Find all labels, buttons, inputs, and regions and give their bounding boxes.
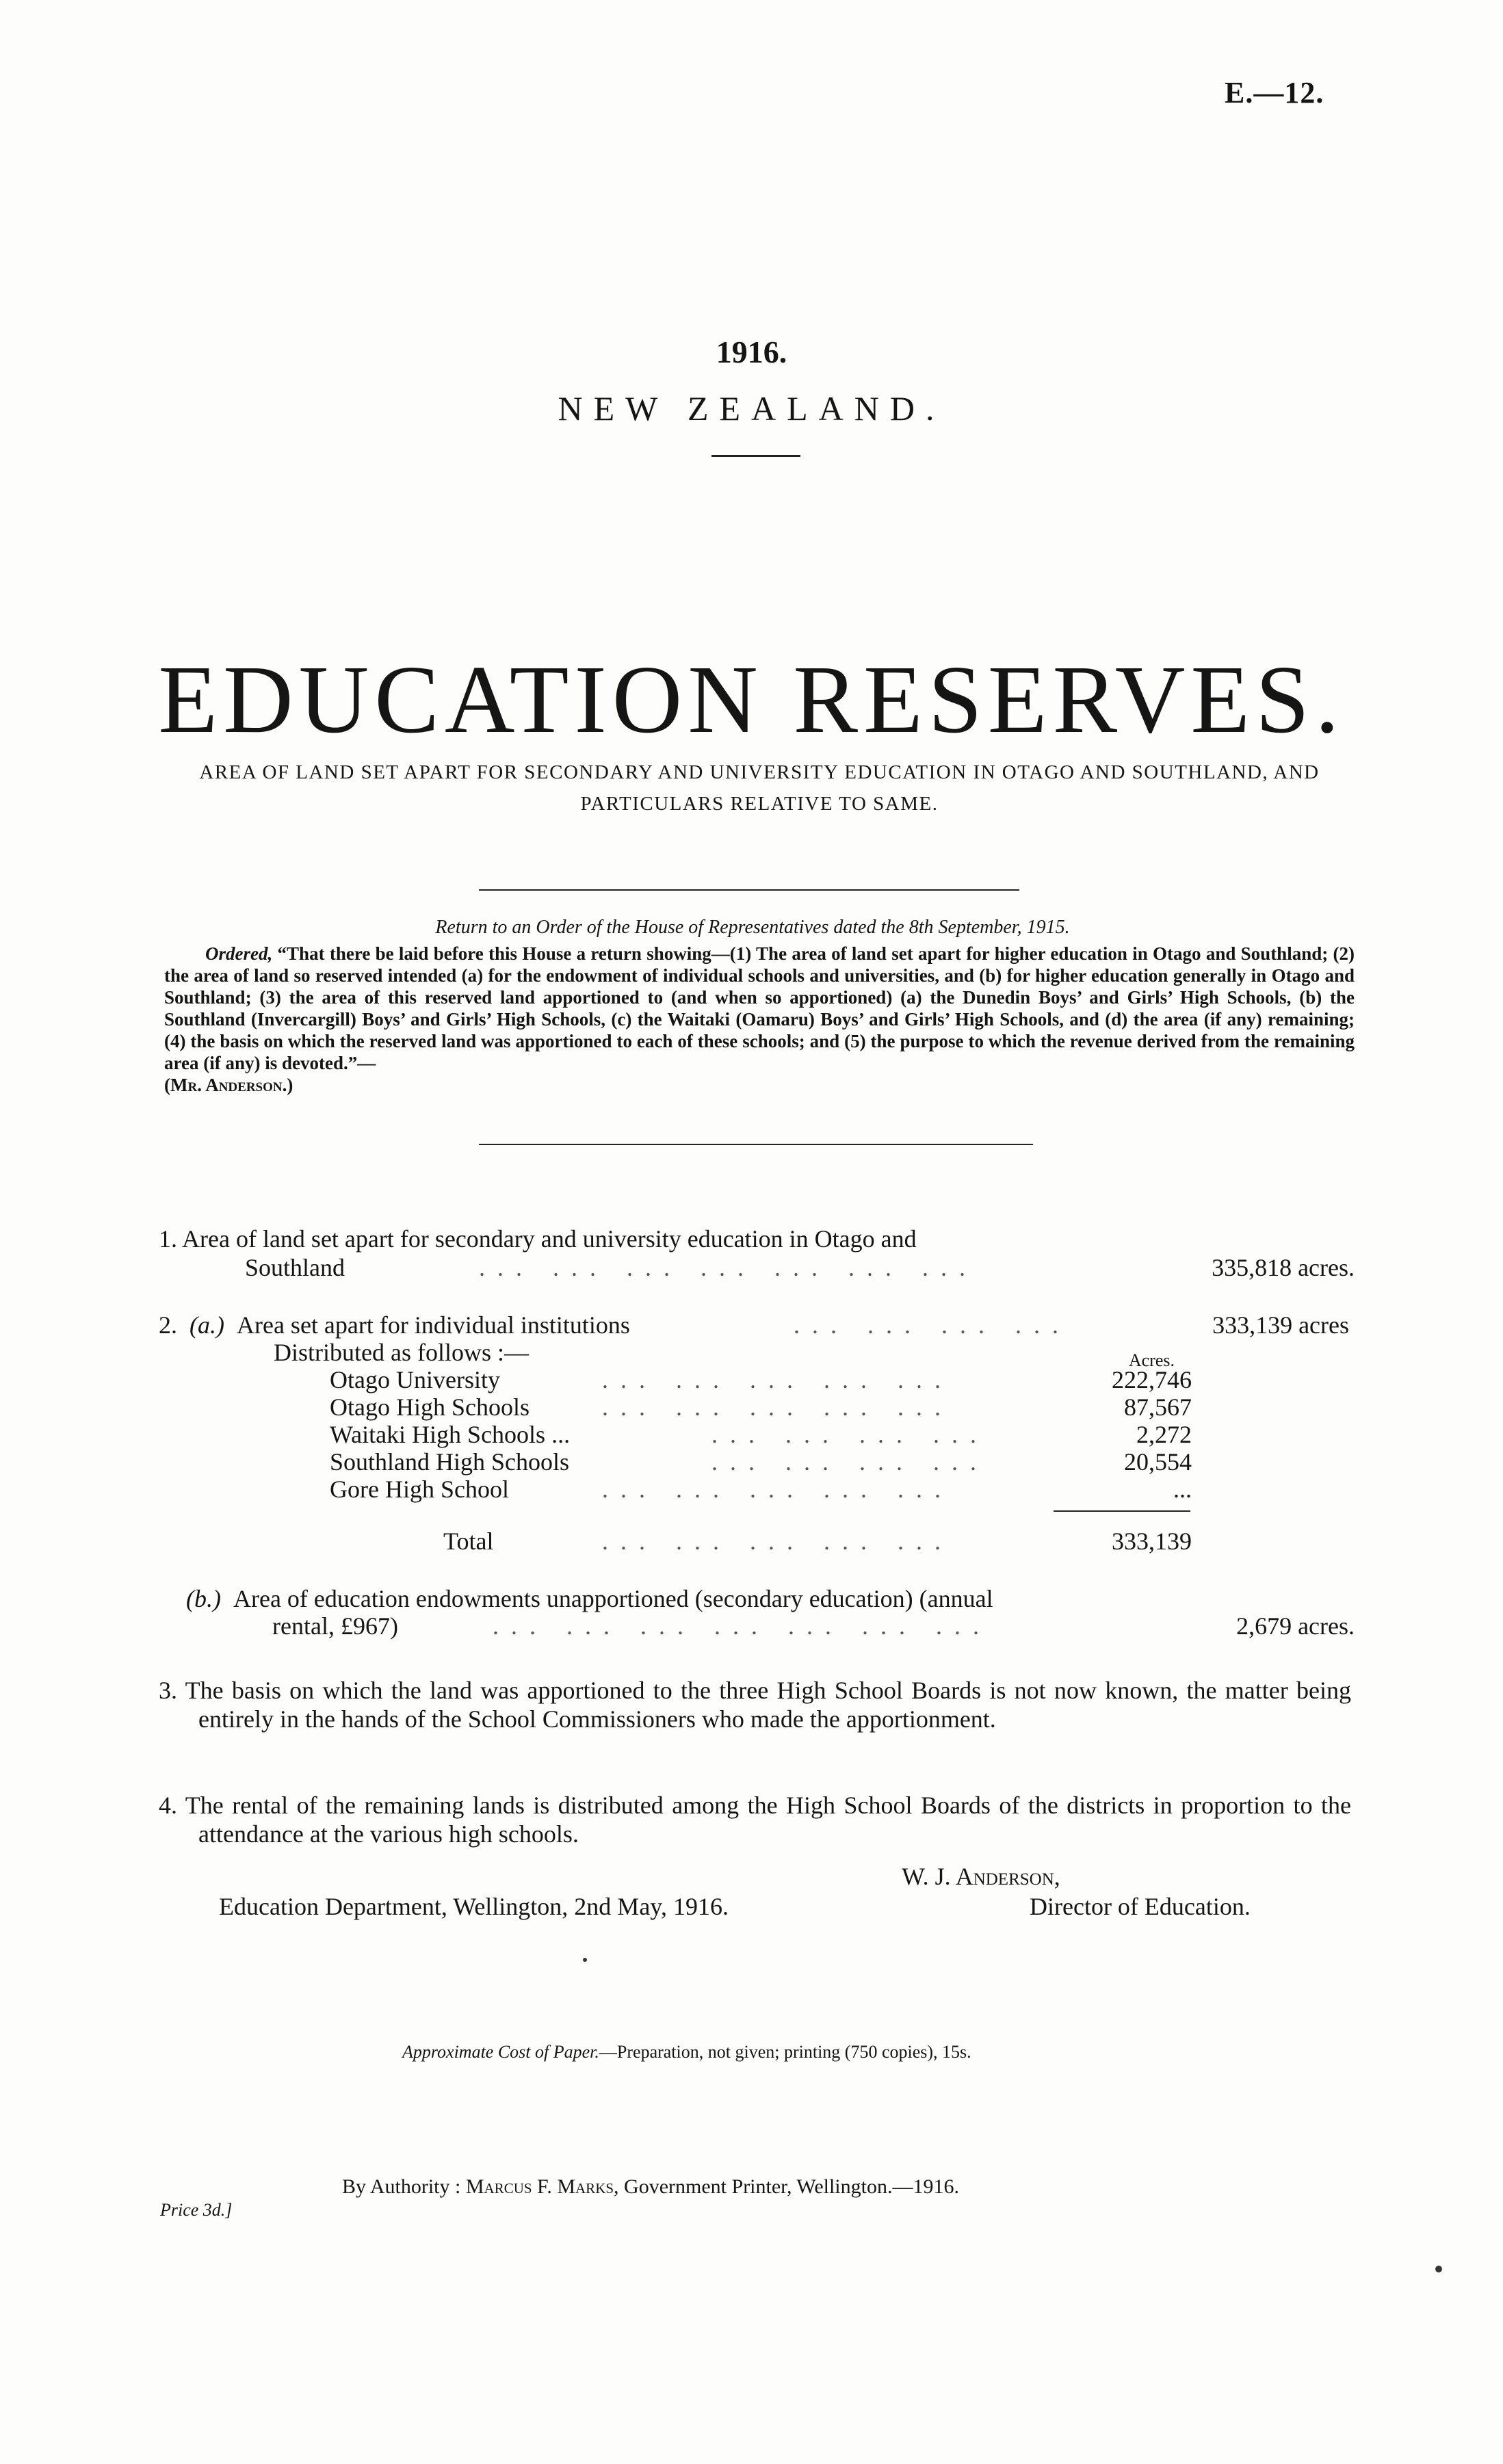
cost-text: —Preparation, not given; printing (750 copies), 15s.: [599, 2042, 971, 2062]
total-value: 333,139: [1112, 1528, 1192, 1555]
item-name: Otago University: [330, 1366, 500, 1393]
country: NEW ZEALAND.: [558, 389, 945, 428]
printer-line: [342, 2175, 959, 2199]
section-number: 4.: [159, 1792, 177, 1819]
section-4: [159, 1791, 1351, 1848]
section-2a-value: 333,139 acres: [1212, 1311, 1349, 1339]
leader-dots: ... ... ... ... ...: [602, 1366, 953, 1393]
signature-role: Director of Education.: [1030, 1893, 1251, 1920]
section-1-line2: [245, 1253, 345, 1282]
item-name: Otago High Schools: [330, 1393, 530, 1421]
section-2b-value: 2,679 acres.: [1236, 1612, 1355, 1640]
document-reference: E.—12.: [1225, 76, 1324, 109]
section-4-text: The rental of the remaining lands is distributed among the High School Boards of the districts in proportion to the attendance at the various high schools.: [185, 1792, 1351, 1848]
section-3-text: The basis on which the land was apportioned to the three High School Boards is not now known, the matter being entirely in the hands of the School Commissioners who made the apportionment.: [185, 1677, 1351, 1733]
section-3: [159, 1676, 1351, 1733]
year: 1916.: [716, 335, 787, 369]
item-name: Gore High School: [330, 1476, 509, 1503]
ordered-label: Ordered,: [205, 943, 273, 964]
divider: [479, 1144, 1033, 1145]
subtitle: AREA OF LAND SET APART FOR SECONDARY AND UNIVERSITY EDUCATION IN OTAGO AND SOUTHLAND, AND PARTICULARS RELATIVE TO SAME.: [199, 761, 1320, 815]
divider: [479, 889, 1019, 891]
signature-place-date: Education Department, Wellington, 2nd May, 1916.: [219, 1893, 729, 1920]
leader-dots: ... ... ... ... ...: [602, 1476, 953, 1503]
leader-dots: ... ... ... ...: [794, 1311, 1071, 1339]
authority-label: By Authority :: [342, 2175, 461, 2198]
total-label: Total: [443, 1528, 494, 1555]
section-2b-label: rental, £967): [272, 1612, 398, 1640]
total-rule: [1054, 1510, 1190, 1512]
section-number: 2.: [159, 1311, 177, 1339]
leader-dots: ... ... ... ... ...: [602, 1393, 953, 1421]
subsection-label: (a.): [189, 1311, 224, 1339]
distributed-label: Distributed as follows :—: [274, 1339, 529, 1366]
section-1-line1: [159, 1224, 917, 1253]
item-value: 222,746: [1112, 1366, 1192, 1393]
section-number: 3.: [159, 1677, 177, 1704]
section-1-label: Southland: [245, 1254, 345, 1281]
order-heading: Return to an Order of the House of Representatives dated the 8th September, 1915.: [435, 917, 1070, 938]
leader-dots: ... ... ... ... ...: [602, 1528, 953, 1555]
order-body: “That there be laid before this House a return showing—(1) The area of land set apart for higher education in Otago and Southland; (2) the area of land so reserved intended (a) for the endowment of individual schools and universities, and (b) for higher education generally in Otago and Southland; (3) the area of this reserved land apportioned to (and when so apportioned) (a) the Dunedin Boys’ and Girls’ High Schools, (b) the Southland (Invercargill) Boys’ and Girls’ High Schools, (c) the Waitaki (Oamaru) Boys’ and Girls’ High Schools, and (d) the area (if any) remaining; (4) the basis on which the reserved land was apportioned to each of these schools; and (5) the purpose to which the revenue derived from the remaining area (if any) is devoted.”—: [164, 943, 1355, 1073]
section-1-value: 335,818 acres.: [1212, 1254, 1355, 1281]
cost-label: Approximate Cost of Paper.: [402, 2042, 599, 2062]
signature-name: W. J. Anderson,: [902, 1863, 1060, 1890]
ink-mark: [1435, 2266, 1442, 2272]
leader-dots: ... ... ... ... ... ... ...: [493, 1612, 991, 1640]
divider: [711, 455, 800, 457]
section-2b-text: Area of education endowments unapportioned (secondary education) (annual: [233, 1585, 993, 1612]
section-number: 1.: [159, 1225, 177, 1253]
section-1-text: Area of land set apart for secondary and university education in Otago and: [182, 1225, 917, 1253]
leader-dots: ... ... ... ...: [711, 1448, 989, 1476]
leader-dots: ... ... ... ... ... ... ...: [479, 1254, 978, 1281]
section-2a-line1: [159, 1311, 630, 1339]
leader-dots: ... ... ... ...: [711, 1421, 989, 1448]
item-value: 20,554: [1124, 1448, 1192, 1476]
page-title: EDUCATION RESERVES.: [158, 645, 1345, 753]
cost-line: [402, 2042, 971, 2062]
item-name: Waitaki High Schools ...: [330, 1421, 571, 1448]
subsection-label: (b.): [186, 1585, 221, 1612]
printer-name: Marcus F. Marks,: [465, 2175, 619, 2198]
item-value: 87,567: [1124, 1393, 1192, 1421]
order-mover: (Mr. Anderson.): [164, 1075, 293, 1095]
ink-mark: [583, 1958, 587, 1962]
order-text: [164, 943, 1355, 1096]
printer-details: Government Printer, Wellington.—1916.: [624, 2175, 959, 2198]
section-2b-line1: [186, 1584, 993, 1613]
item-value: ...: [1173, 1476, 1192, 1503]
item-name: Southland High Schools: [330, 1448, 570, 1476]
acres-header: Acres.: [1128, 1350, 1175, 1370]
price: Price 3d.]: [160, 2200, 233, 2220]
item-value: 2,272: [1136, 1421, 1192, 1448]
section-2a-text: Area set apart for individual institutions: [236, 1311, 630, 1339]
